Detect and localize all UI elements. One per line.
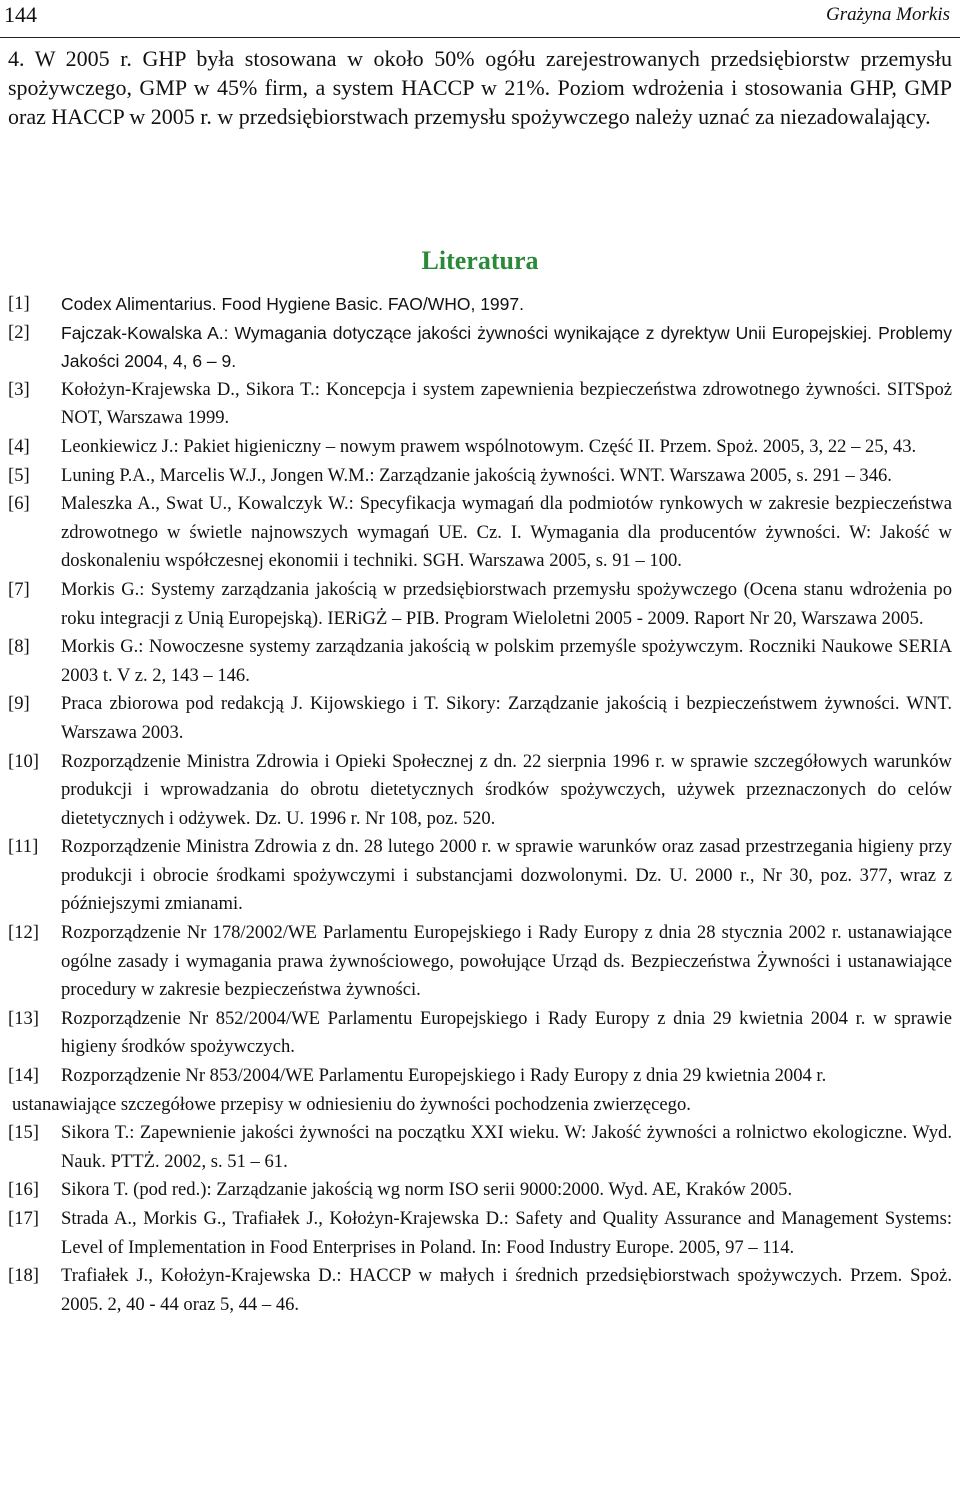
reference-number: [18]: [8, 1265, 39, 1287]
reference-number: [4]: [8, 435, 30, 457]
reference-item: [8, 462, 952, 491]
reference-text: Morkis G.: Systemy zarządzania jakością w przedsiębiorstwach przemysłu spożywczego (Ocena stanu wdrożenia po roku integracji z Unią Europejską). IERiGŻ – PIB. Program Wieloletni 2005 - 2009. Raport Nr 20, Warszawa 2005.: [61, 578, 952, 629]
reference-item: [8, 1205, 952, 1262]
reference-number: [6]: [8, 493, 30, 515]
reference-number: [7]: [8, 578, 30, 600]
reference-text: Rozporządzenie Nr 178/2002/WE Parlamentu Europejskiego i Rady Europy z dnia 28 stycznia 2002 r. ustanawiające ogólne zasady i wymagania prawa żywnościowego, powołujące Urząd ds. Bezpieczeństwa Żywności i ustanawiające procedury w zakresie bezpieczeństwa żywności.: [61, 922, 952, 1001]
reference-item: [8, 1176, 952, 1205]
reference-text: Trafiałek J., Kołożyn-Krajewska D.: HACCP w małych i średnich przedsiębiorstwach spożywczych. Przem. Spoż. 2005. 2, 40 - 44 oraz 5, 44 – 46.: [61, 1265, 952, 1315]
page-number: 144: [4, 2, 37, 27]
reference-item: [8, 576, 952, 633]
reference-item: [8, 290, 952, 319]
reference-number: [3]: [8, 378, 30, 400]
reference-text: Maleszka A., Swat U., Kowalczyk W.: Specyfikacja wymagań dla podmiotów rynkowych w zakresie bezpieczeństwa zdrowotnego w świetle najnowszych wymagań UE. Cz. I. Wymagania dla producentów żywności. W: Jakość w doskonaleniu współczesnej ekonomii i techniki. SGH. Warszawa 2005, s. 91 – 100.: [61, 493, 952, 572]
reference-text: Codex Alimentarius. Food Hygiene Basic. FAO/WHO, 1997.: [61, 294, 524, 314]
reference-item: [8, 1062, 952, 1119]
running-author: Grażyna Morkis: [825, 4, 950, 25]
reference-number: [16]: [8, 1179, 39, 1201]
reference-text: Fajczak-Kowalska A.: Wymagania dotyczące jakości żywności wynikające z dyrektyw Unii Europejskiej. Problemy Jakości 2004, 4, 6 – 9.: [61, 322, 952, 372]
reference-text: Morkis G.: Nowoczesne systemy zarządzania jakością w polskim przemyśle spożywczym. Roczniki Naukowe SERIA 2003 t. V z. 2, 143 – 146.: [61, 636, 952, 686]
reference-text: Rozporządzenie Nr 852/2004/WE Parlamentu Europejskiego i Rady Europy z dnia 29 kwietnia 2004 r. w sprawie higieny środków spożywczych.: [61, 1007, 952, 1058]
reference-text: Sikora T.: Zapewnienie jakości żywności na początku XXI wieku. W: Jakość żywności a rolnictwo ekologiczne. Wyd. Nauk. PTTŻ. 2002, s. 51 – 61.: [61, 1122, 952, 1172]
reference-item: [8, 319, 952, 376]
section-heading: Literatura: [421, 246, 539, 275]
reference-text: Rozporządzenie Ministra Zdrowia z dn. 28 lutego 2000 r. w sprawie warunków oraz zasad przestrzegania higieny przy produkcji i obrocie środkami spożywczymi i substancjami dozwolonymi. Dz. U. 2000 r., Nr 30, poz. 377, wraz z późniejszymi zmianami.: [61, 836, 952, 915]
reference-item: [8, 1262, 952, 1319]
reference-number: [15]: [8, 1122, 39, 1144]
reference-number: [2]: [8, 321, 30, 343]
reference-number: [14]: [8, 1065, 39, 1087]
reference-text: Strada A., Morkis G., Trafiałek J., Kołożyn-Krajewska D.: Safety and Quality Assurance and Management Systems: Level of Implementation in Food Enterprises in Poland. In: Food Industry Europe. 2005, 97 – 114.: [61, 1208, 952, 1258]
reference-item: [8, 1005, 952, 1062]
reference-text: Leonkiewicz J.: Pakiet higieniczny – nowym prawem wspólnotowym. Część II. Przem. Spoż. 2005, 3, 22 – 25, 43.: [61, 435, 917, 457]
reference-number: [9]: [8, 693, 30, 715]
page-header: [0, 0, 960, 38]
reference-item: [8, 748, 952, 834]
reference-number: [8]: [8, 636, 30, 658]
intro-paragraph: 4. W 2005 r. GHP była stosowana w około 50% ogółu zarejestrowanych przedsiębiorstw przemysłu spożywczego, GMP w 45% firm, a system HACCP w 21%. Poziom wdrożenia i stosowania GHP, GMP oraz HACCP w 2005 r. w przedsiębiorstwach przemysłu spożywczego należy uznać za niezadowalający.: [8, 46, 952, 129]
reference-item: [8, 376, 952, 433]
reference-text: Rozporządzenie Ministra Zdrowia i Opieki Społecznej z dn. 22 sierpnia 1996 r. w sprawie szczegółowych warunków produkcji i wprowadzania do obrotu dietetycznych środków spożywczych, używek przeznaczonych do celów dietetycznych i odżywek. Dz. U. 1996 r. Nr 108, poz. 520.: [61, 750, 952, 829]
reference-list: [8, 290, 952, 1319]
reference-number: [13]: [8, 1007, 39, 1029]
reference-text: Luning P.A., Marcelis W.J., Jongen W.M.: Zarządzanie jakością żywności. WNT. Warszawa 2005, s. 291 – 346.: [61, 464, 892, 486]
reference-number: [1]: [8, 293, 30, 314]
reference-text-continuation: ustanawiające szczegółowe przepisy w odniesieniu do żywności pochodzenia zwierzęcego.: [12, 1093, 691, 1115]
reference-item: [8, 690, 952, 747]
reference-item: [8, 633, 952, 690]
reference-item: [8, 919, 952, 1005]
reference-number: [12]: [8, 922, 39, 944]
reference-text: Praca zbiorowa pod redakcją J. Kijowskiego i T. Sikory: Zarządzanie jakością i bezpieczeństwem żywności. WNT. Warszawa 2003.: [61, 693, 952, 743]
reference-number: [11]: [8, 836, 39, 858]
reference-item: [8, 1119, 952, 1176]
reference-number: [10]: [8, 750, 39, 772]
reference-text: Kołożyn-Krajewska D., Sikora T.: Koncepcja i system zapewnienia bezpieczeństwa zdrowotnego żywności. SITSpoż NOT, Warszawa 1999.: [61, 378, 952, 429]
reference-item: [8, 490, 952, 576]
reference-number: [17]: [8, 1208, 39, 1229]
reference-number: [5]: [8, 464, 30, 486]
reference-text: Rozporządzenie Nr 853/2004/WE Parlamentu Europejskiego i Rady Europy z dnia 29 kwietnia 2004 r.: [61, 1065, 827, 1087]
reference-text: Sikora T. (pod red.): Zarządzanie jakością wg norm ISO serii 9000:2000. Wyd. AE, Kraków 2005.: [61, 1179, 793, 1201]
reference-item: [8, 833, 952, 919]
reference-item: [8, 433, 952, 462]
